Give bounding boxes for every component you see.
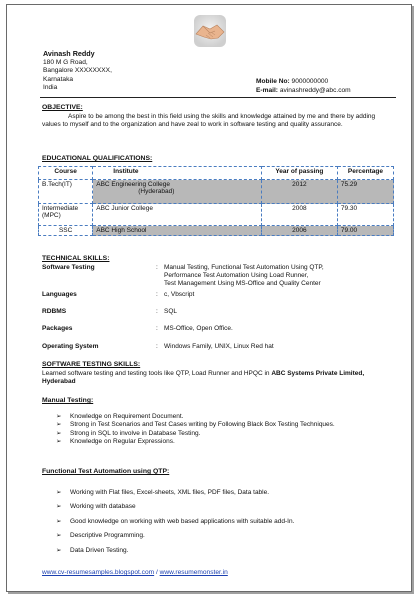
colon: :	[156, 325, 158, 332]
address-line: Bangalore XXXXXXXX,	[43, 67, 112, 75]
footer-links	[42, 569, 228, 576]
skill-label: Packages	[42, 325, 73, 332]
arrow-right-icon: ➢	[56, 503, 62, 511]
list-item: ➢ Working with database	[56, 500, 386, 514]
table-header-row	[39, 167, 394, 180]
institute-cell: ABC Engineering College (Hyderabad)	[93, 180, 262, 204]
address-block	[43, 50, 112, 93]
course-cell: B.Tech(IT)	[39, 180, 93, 204]
colon: :	[156, 291, 158, 298]
mobile-label: Mobile No:	[256, 78, 290, 85]
table-row	[39, 204, 394, 226]
arrow-right-icon: ➢	[56, 421, 62, 429]
percentage-cell: 79.00	[337, 226, 393, 236]
education-heading: EDUCATIONAL QUALIFICATIONS:	[42, 155, 153, 162]
mobile-number: 9000000000	[291, 78, 329, 85]
objective-heading: OBJECTIVE:	[42, 104, 83, 111]
list-item: ➢ Knowledge on Regular Expressions.	[56, 437, 175, 445]
functional-heading: Functional Test Automation using QTP:	[42, 468, 170, 475]
arrow-right-icon: ➢	[56, 437, 62, 445]
colon: :	[156, 308, 158, 315]
skill-label: Software Testing	[42, 264, 95, 271]
course-cell: Intermediate (MPC)	[39, 204, 93, 226]
manual-testing-list	[56, 413, 376, 446]
list-item: ➢ Knowledge on Requirement Document.	[56, 413, 184, 420]
arrow-right-icon: ➢	[56, 532, 62, 540]
table-row	[39, 226, 394, 236]
institute-cell: ABC High School	[93, 226, 262, 236]
email-label: E-mail:	[256, 86, 278, 94]
contact-block	[256, 78, 351, 95]
skill-value: Windows Family, UNIX, Linux Red hat	[164, 343, 274, 350]
address-line: India	[43, 84, 58, 92]
handshake-icon	[193, 14, 227, 48]
table-row	[39, 180, 394, 204]
footer-link-blogspot[interactable]: www.cv-resumesamples.blogspot.com	[42, 569, 155, 576]
year-cell: 2006	[261, 226, 337, 236]
skill-value: SQL	[164, 308, 178, 315]
address-line: 180 M G Road,	[43, 58, 88, 66]
column-header: Year of passing	[261, 167, 337, 180]
technical-heading: TECHNICAL SKILLS:	[42, 255, 110, 262]
skill-value: c, Vbscript	[164, 291, 195, 298]
address-line: Karnataka	[43, 75, 74, 83]
list-item: ➢ Data Driven Testing.	[56, 544, 386, 558]
list-item: ➢ Strong in SQL to involve in Database Testing.	[56, 429, 201, 437]
percentage-cell: 75.29	[337, 180, 393, 204]
manual-testing-heading: Manual Testing:	[42, 397, 94, 404]
objective-text: Aspire to be among the best in this field using the skills and knowledge attained by me and there by adding values to myself and to the organization and have zeal to work in software testing and quality assurance.	[42, 113, 376, 129]
skill-label: RDBMS	[42, 308, 67, 315]
arrow-right-icon: ➢	[56, 429, 62, 437]
column-header: Course	[39, 167, 93, 180]
colon: :	[156, 264, 158, 271]
candidate-name: Avinash Reddy	[43, 49, 95, 58]
skill-label: Languages	[42, 291, 77, 298]
functional-list	[56, 486, 386, 558]
skill-value: Manual Testing, Functional Test Automation Using QTP, Performance Test Automation Using Load Runner, Test Management Using MS-Office and Quality Center	[164, 264, 324, 288]
course-cell: SSC	[39, 226, 93, 236]
arrow-right-icon: ➢	[56, 546, 62, 554]
list-item: ➢ Good knowledge on working with web based applications with suitable add-In.	[56, 515, 386, 529]
percentage-cell: 79.30	[337, 204, 393, 226]
list-item: ➢ Strong in Test Scenarios and Test Cases writing by Following Black Box Testing Techniques.	[56, 421, 335, 429]
colon: :	[156, 343, 158, 350]
institute-cell: ABC Junior College	[93, 204, 262, 226]
year-cell: 2012	[261, 180, 337, 204]
list-item: ➢ Descriptive Programming.	[56, 529, 386, 543]
skill-value: MS-Office, Open Office.	[164, 325, 233, 332]
year-cell: 2008	[261, 204, 337, 226]
footer-separator: /	[154, 569, 160, 576]
column-header: Percentage	[337, 167, 393, 180]
divider	[40, 97, 396, 98]
email-address: avinashreddy@abc.com	[279, 86, 351, 94]
arrow-right-icon: ➢	[56, 489, 62, 496]
column-header: Institute	[93, 167, 262, 180]
arrow-right-icon: ➢	[56, 413, 62, 420]
software-testing-text: Learned software testing and testing tools like QTP, Load Runner and HPQC in ABC Systems Private Limited, Hyderabad	[42, 370, 365, 386]
footer-link-resumemonster[interactable]: www.resumemonster.in	[159, 569, 228, 576]
software-testing-heading: SOFTWARE TESTING SKILLS:	[42, 361, 141, 368]
arrow-right-icon: ➢	[56, 517, 62, 525]
list-item: ➢ Working with Flat files, Excel-sheets, XML files, PDF files, Data table.	[56, 486, 386, 500]
skill-label: Operating System	[42, 343, 99, 350]
education-table	[38, 166, 394, 236]
